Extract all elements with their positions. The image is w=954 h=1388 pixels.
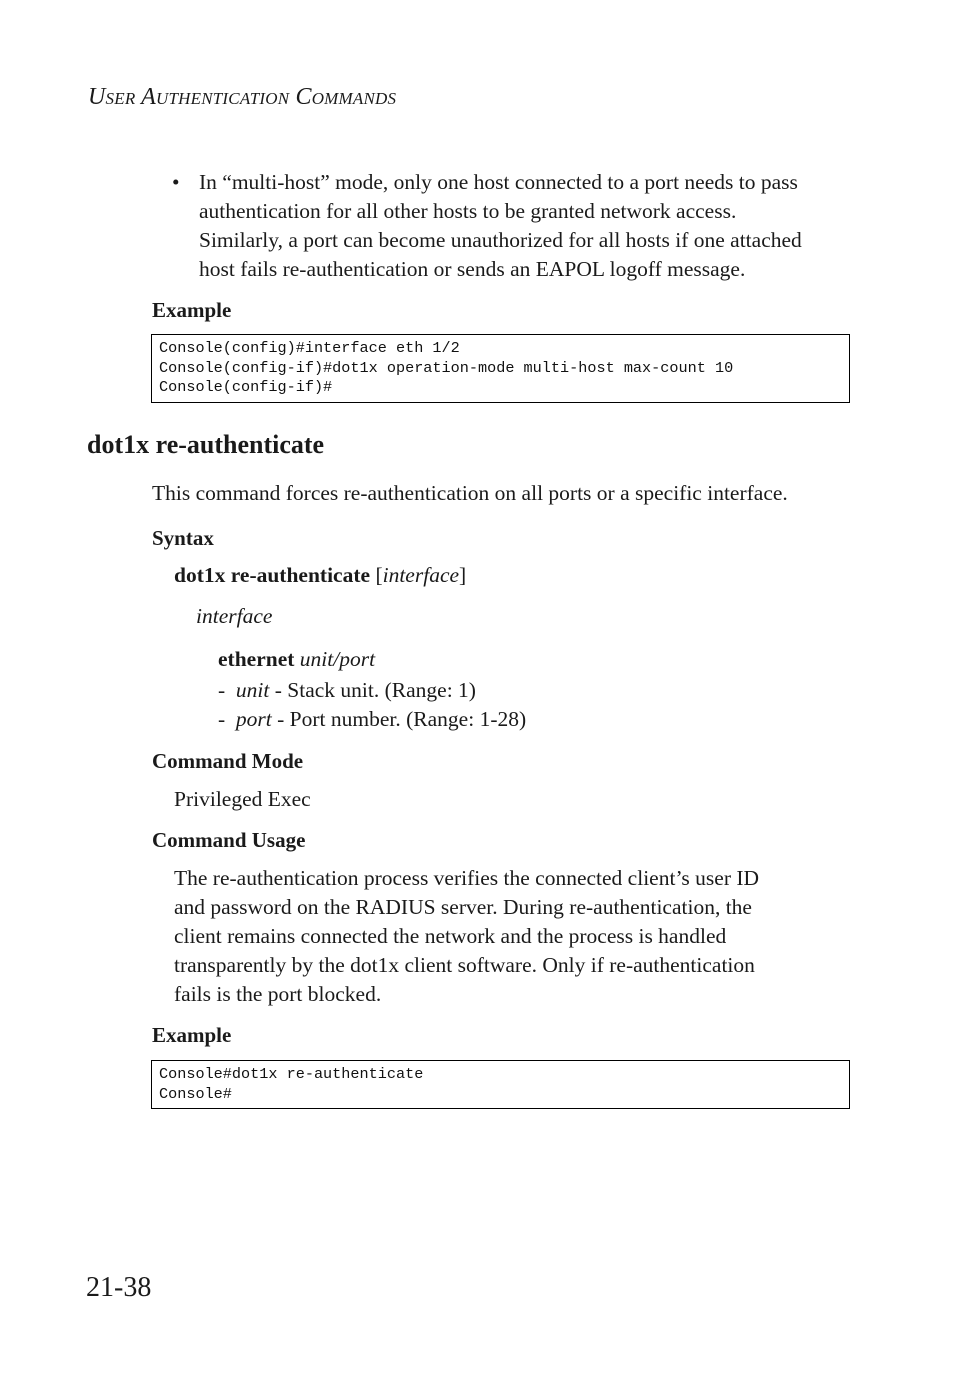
intro-bullet-text <box>199 168 852 284</box>
running-head: User Authentication Commands <box>88 84 397 110</box>
param-item-dash: - <box>218 707 226 731</box>
usage-line: client remains connected the network and the process is handled <box>174 924 727 948</box>
example-heading: Example <box>152 298 232 322</box>
code-block <box>151 1060 850 1109</box>
param-item-desc: - Stack unit. (Range: 1) <box>269 678 476 702</box>
intro-bullet-line: host fails re-authentication or sends an EAPOL logoff message. <box>199 257 746 281</box>
param-item <box>218 676 476 705</box>
param-item-dash: - <box>218 678 226 702</box>
param-item-term: unit <box>235 678 270 702</box>
section-description: This command forces re-authentication on all ports or a specific interface. <box>152 481 788 505</box>
code-line: Console# <box>159 1084 232 1103</box>
command-mode-value: Privileged Exec <box>174 787 311 811</box>
code-line: Console(config)#interface eth 1/2 <box>159 339 460 357</box>
code-block <box>151 334 850 403</box>
usage-line: The re-authentication process verifies the connected client’s user ID <box>174 866 760 890</box>
command-usage-heading: Command Usage <box>152 828 306 852</box>
intro-bullet-line: Similarly, a port can become unauthorized for all hosts if one attached <box>199 228 802 252</box>
usage-line: transparently by the dot1x client software. Only if re-authentication <box>174 953 755 977</box>
intro-bullet <box>152 168 852 284</box>
syntax-bracket-close: ] <box>459 563 467 587</box>
command-mode-heading: Command Mode <box>152 749 304 773</box>
param-label: interface <box>196 604 273 628</box>
page-number: 21-38 <box>86 1272 152 1303</box>
code-line: Console(config-if)# <box>159 378 333 396</box>
command-usage-text <box>174 864 854 1009</box>
section-title: dot1x re-authenticate <box>87 430 325 459</box>
syntax-line <box>174 561 466 590</box>
bullet-symbol: • <box>172 170 180 194</box>
param-item <box>218 705 526 734</box>
code-line: Console(config-if)#dot1x operation-mode multi-host max-count 10 <box>159 358 734 377</box>
code-line: Console#dot1x re-authenticate <box>159 1065 424 1083</box>
usage-line: fails is the port blocked. <box>174 982 382 1006</box>
intro-bullet-line: authentication for all other hosts to be granted network access. <box>199 199 737 223</box>
param-item-term: port <box>235 707 272 731</box>
example-heading: Example <box>152 1023 232 1047</box>
syntax-param: interface <box>382 563 460 587</box>
syntax-command: dot1x re-authenticate <box>174 563 371 587</box>
syntax-heading: Syntax <box>152 526 214 550</box>
syntax-bracket-open: [ <box>375 563 383 587</box>
usage-line: and password on the RADIUS server. During re-authentication, the <box>174 895 752 919</box>
ethernet-args: unit/port <box>299 647 376 671</box>
ethernet-keyword: ethernet <box>218 647 295 671</box>
ethernet-line <box>218 645 375 674</box>
intro-bullet-line: In “multi-host” mode, only one host connected to a port needs to pass <box>199 170 798 194</box>
param-item-desc: - Port number. (Range: 1-28) <box>271 707 527 731</box>
